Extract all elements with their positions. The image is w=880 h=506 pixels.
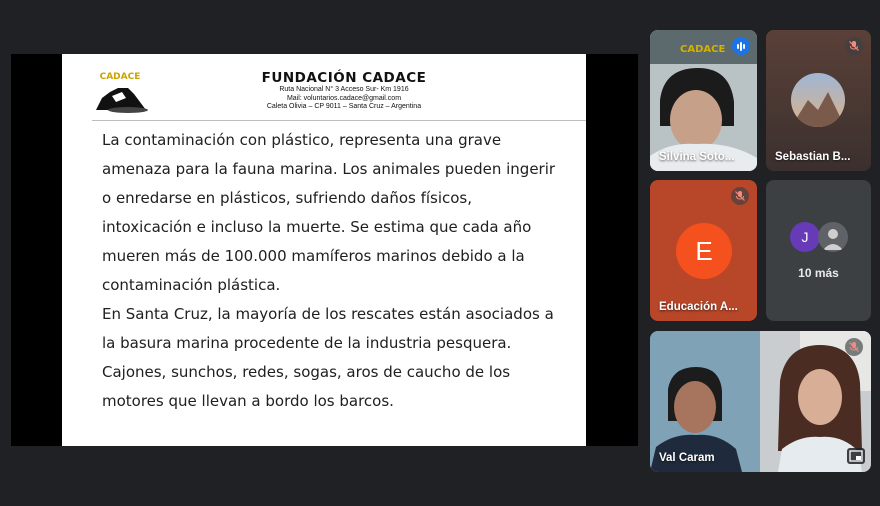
mic-off-icon [845, 37, 863, 55]
participant-tile-silvina[interactable] [650, 30, 757, 171]
video-feed-val [650, 331, 871, 472]
org-title: FUNDACIÓN CADACE [261, 70, 427, 86]
header-divider [92, 120, 586, 121]
speaking-indicator-icon [732, 37, 750, 55]
more-participants-label: 10 más [798, 266, 839, 280]
mic-off-icon [731, 187, 749, 205]
slide-header [62, 54, 586, 118]
org-address: Ruta Nacional N° 3 Acceso Sur- Km 1916 [279, 86, 409, 93]
participant-name-sebastian: Sebastian B... [775, 151, 851, 163]
org-info [244, 70, 444, 112]
more-participants-tile[interactable] [766, 180, 871, 321]
mic-off-icon [845, 338, 863, 356]
pip-icon[interactable] [847, 448, 865, 464]
participant-name-val: Val Caram [659, 452, 715, 464]
slide-body [102, 126, 562, 416]
avatar-initial-educacion: E [695, 236, 713, 266]
participant-tile-sebastian[interactable] [766, 30, 871, 171]
participant-tile-educacion[interactable] [650, 180, 757, 321]
org-location: Caleta Olivia – CP 9011 – Santa Cruz – Argentina [266, 103, 422, 110]
svg-text:CADACE: CADACE [680, 44, 726, 55]
slide-paragraph-2: En Santa Cruz, la mayoría de los rescates están asociados a la basura marina procedente de la industria pesquera. Cajones, sunchos, redes, sogas, aros de caucho de los motores que llevan a bordo los barcos. [102, 305, 554, 410]
cadace-logo [88, 68, 152, 114]
avatar-initial-j: J [801, 229, 809, 245]
participant-name-silvina: Silvina Soto... [659, 151, 735, 163]
slide-paragraph-1: La contaminación con plástico, representa una grave amenaza para la fauna marina. Los animales pueden ingerir o enredarse en plásticos, sufriendo daños físicos, intoxicación e incluso la muerte. Se estima que cada año mueren más de 100.000 mamíferos marinos debido a la contaminación plástica. [102, 131, 556, 294]
svg-text:CADACE: CADACE [99, 72, 141, 82]
person-icon [818, 222, 848, 252]
org-mail: Mail: voluntarios.cadace@gmail.com [286, 94, 402, 102]
participant-tile-val[interactable] [650, 331, 871, 472]
presentation-slide[interactable] [62, 54, 586, 446]
avatar-educacion [676, 223, 732, 279]
avatar-generic [818, 222, 848, 252]
participant-name-educacion: Educación A... [659, 301, 738, 313]
avatar-j [790, 222, 820, 252]
